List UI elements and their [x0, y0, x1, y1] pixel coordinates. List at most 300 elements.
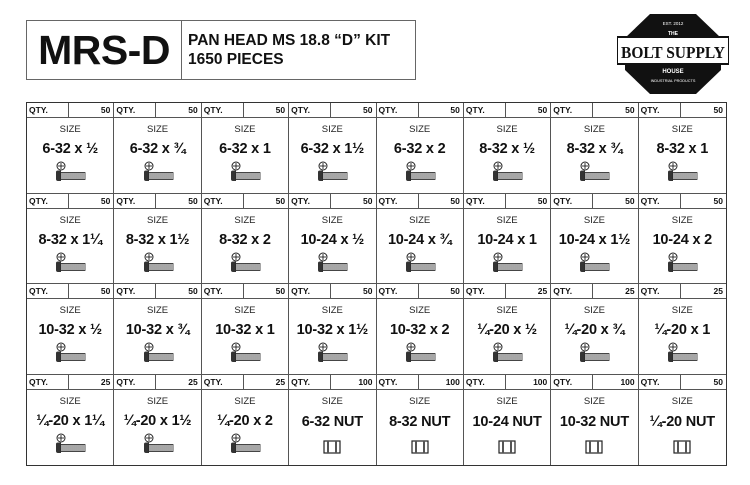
- compartment: [464, 194, 551, 285]
- size-value: ¼-20 x 2: [217, 412, 273, 429]
- compartment: [551, 194, 638, 285]
- qty-value: 100: [620, 376, 635, 387]
- compartment-body: [27, 390, 113, 466]
- compartment-body: [27, 118, 113, 193]
- compartment: [377, 375, 464, 466]
- pan-head-screw-icon: [402, 251, 438, 273]
- size-label: SIZE: [409, 124, 431, 135]
- pan-head-screw-icon: [140, 160, 176, 182]
- size-label: SIZE: [671, 214, 693, 226]
- compartment-body: [114, 299, 200, 374]
- qty-value: 50: [275, 286, 286, 296]
- qty-row: [289, 375, 375, 390]
- size-value: 8-32 x ¾: [566, 141, 623, 157]
- size-value: 10-24 x ¾: [387, 231, 452, 248]
- qty-label: QTY.: [464, 103, 506, 117]
- hex-nut-icon: [583, 439, 605, 455]
- qty-row: [27, 375, 113, 390]
- qty-row: [289, 194, 375, 209]
- qty-value: 25: [100, 376, 111, 387]
- size-value: 10-24 x 1½: [558, 231, 631, 248]
- pan-head-screw-icon: [227, 160, 263, 182]
- size-value: 10-24 NUT: [472, 413, 542, 430]
- qty-value: 50: [537, 195, 548, 206]
- logo-house-text: HOUSE: [662, 69, 684, 75]
- size-value: ¼-20 x 1½: [123, 412, 192, 429]
- compartment-body: [551, 209, 637, 284]
- compartment: [289, 103, 376, 194]
- qty-value: 50: [100, 195, 111, 206]
- qty-row: [464, 194, 550, 209]
- qty-label: QTY.: [202, 284, 244, 298]
- size-value: 10-32 x 1½: [296, 322, 368, 338]
- qty-value: 50: [188, 195, 198, 206]
- qty-value: 25: [625, 286, 635, 296]
- compartment-body: [464, 299, 550, 374]
- qty-value: 50: [100, 286, 111, 296]
- compartment-body: [202, 299, 288, 374]
- logo-the-text: THE: [668, 31, 678, 37]
- compartment: [202, 194, 289, 285]
- qty-row: [377, 284, 463, 299]
- size-label: SIZE: [583, 395, 605, 407]
- compartment-body: [551, 390, 637, 466]
- compartment: [27, 194, 114, 285]
- pan-head-screw-icon: [52, 251, 88, 273]
- hardware-glyph: [52, 160, 88, 187]
- compartment-body: [202, 390, 288, 466]
- pan-head-screw-icon: [140, 341, 176, 363]
- hardware-glyph: [402, 251, 438, 278]
- size-value: 10-24 x ½: [300, 231, 365, 248]
- compartment: [464, 103, 551, 194]
- size-value: 8-32 x 1½: [125, 231, 190, 248]
- pan-head-screw-icon: [576, 160, 612, 182]
- compartment: [639, 103, 726, 194]
- qty-row: [639, 103, 726, 118]
- pan-head-screw-icon: [140, 251, 176, 273]
- qty-value: 100: [533, 376, 548, 387]
- qty-value: 50: [713, 195, 723, 206]
- qty-label: QTY.: [202, 103, 244, 117]
- size-value: 10-32 x 1: [215, 322, 275, 338]
- qty-label: QTY.: [202, 194, 244, 208]
- qty-value: 50: [537, 105, 548, 115]
- qty-row: [639, 284, 726, 299]
- size-label: SIZE: [583, 124, 605, 135]
- hardware-glyph: [664, 160, 700, 187]
- hardware-glyph: [402, 160, 438, 187]
- compartment-body: [114, 209, 200, 284]
- size-value: 6-32 x 1: [219, 141, 271, 157]
- size-label: SIZE: [234, 124, 256, 135]
- hardware-glyph: [140, 341, 176, 368]
- qty-label: QTY.: [114, 375, 156, 389]
- pan-head-screw-icon: [314, 251, 350, 273]
- size-label: SIZE: [234, 214, 256, 226]
- pan-head-screw-icon: [664, 341, 700, 363]
- compartment: [27, 284, 114, 375]
- hardware-glyph: [402, 341, 438, 368]
- pan-head-screw-icon: [664, 160, 700, 182]
- compartment: [114, 375, 201, 466]
- size-label: SIZE: [496, 395, 518, 407]
- size-label: SIZE: [583, 214, 605, 226]
- qty-row: [464, 103, 550, 118]
- qty-value: 100: [445, 376, 460, 387]
- qty-label: QTY.: [289, 375, 331, 389]
- pan-head-screw-icon: [402, 160, 438, 182]
- size-label: SIZE: [147, 305, 169, 316]
- compartment: [377, 284, 464, 375]
- qty-value: 50: [713, 376, 723, 387]
- qty-label: QTY.: [27, 284, 69, 298]
- logo-main-text: BOLT SUPPLY: [621, 43, 725, 62]
- qty-row: [202, 103, 288, 118]
- qty-row: [639, 194, 726, 209]
- hardware-glyph: [671, 439, 693, 460]
- compartment: [639, 194, 726, 285]
- hardware-glyph: [314, 160, 350, 187]
- compartment: [289, 284, 376, 375]
- qty-row: [551, 194, 637, 209]
- hardware-glyph: [321, 439, 343, 460]
- compartment: [289, 375, 376, 466]
- hardware-glyph: [140, 160, 176, 187]
- hardware-glyph: [227, 432, 263, 459]
- hardware-glyph: [576, 160, 612, 187]
- hardware-glyph: [52, 341, 88, 368]
- size-label: SIZE: [409, 214, 431, 226]
- pan-head-screw-icon: [664, 251, 700, 273]
- hardware-glyph: [314, 251, 350, 278]
- qty-row: [377, 103, 463, 118]
- hardware-glyph: [489, 341, 525, 368]
- size-value: 6-32 NUT: [301, 413, 363, 430]
- size-label: SIZE: [59, 214, 81, 226]
- hardware-glyph: [140, 432, 176, 459]
- qty-value: 25: [537, 286, 548, 296]
- size-value: ¼-20 x ½: [477, 322, 537, 338]
- compartment-body: [289, 390, 375, 466]
- qty-value: 50: [188, 286, 198, 296]
- compartment: [464, 284, 551, 375]
- size-value: 6-32 x 2: [393, 141, 446, 157]
- compartment-body: [377, 390, 463, 466]
- compartment-body: [377, 299, 463, 374]
- compartment: [551, 103, 638, 194]
- compartment: [27, 375, 114, 466]
- compartment: [27, 103, 114, 194]
- qty-label: QTY.: [639, 194, 681, 208]
- size-label: SIZE: [147, 124, 169, 135]
- pan-head-screw-icon: [402, 341, 438, 363]
- qty-label: QTY.: [27, 375, 69, 389]
- hardware-glyph: [489, 160, 525, 187]
- size-label: SIZE: [234, 395, 256, 407]
- pan-head-screw-icon: [227, 251, 263, 273]
- qty-label: QTY.: [27, 194, 69, 208]
- qty-row: [27, 284, 113, 299]
- size-value: 8-32 NUT: [389, 413, 451, 430]
- qty-label: QTY.: [464, 194, 506, 208]
- compartment-body: [551, 299, 637, 374]
- compartment-body: [639, 390, 726, 466]
- hardware-glyph: [227, 251, 263, 278]
- qty-label: QTY.: [289, 103, 331, 117]
- size-label: SIZE: [321, 395, 343, 407]
- compartment-body: [639, 299, 726, 374]
- size-value: 6-32 x 1½: [300, 141, 365, 157]
- compartment: [114, 284, 201, 375]
- qty-row: [551, 103, 637, 118]
- qty-label: QTY.: [464, 284, 506, 298]
- compartment: [289, 194, 376, 285]
- hardware-glyph: [52, 251, 88, 278]
- qty-label: QTY.: [639, 375, 681, 389]
- hex-nut-icon: [496, 439, 518, 455]
- size-label: SIZE: [321, 305, 343, 316]
- hardware-glyph: [314, 341, 350, 368]
- pan-head-screw-icon: [52, 432, 88, 454]
- qty-label: QTY.: [27, 103, 69, 117]
- qty-label: QTY.: [377, 284, 419, 298]
- qty-value: 25: [188, 376, 198, 387]
- qty-row: [114, 375, 200, 390]
- compartment-body: [289, 118, 375, 193]
- size-label: SIZE: [59, 124, 81, 135]
- size-value: 8-32 x 1: [656, 141, 709, 157]
- compartment-body: [464, 390, 550, 466]
- compartment-body: [639, 209, 726, 284]
- pan-head-screw-icon: [227, 341, 263, 363]
- qty-row: [289, 103, 375, 118]
- compartment: [114, 194, 201, 285]
- qty-label: QTY.: [289, 194, 331, 208]
- size-label: SIZE: [59, 305, 81, 316]
- qty-value: 50: [275, 195, 286, 206]
- qty-value: 50: [450, 105, 460, 115]
- qty-row: [551, 284, 637, 299]
- compartment-body: [639, 118, 726, 193]
- compartment: [114, 103, 201, 194]
- qty-label: QTY.: [551, 103, 593, 117]
- hardware-glyph: [409, 439, 431, 460]
- hardware-glyph: [140, 251, 176, 278]
- hardware-glyph: [664, 251, 700, 278]
- hex-nut-icon: [671, 439, 693, 455]
- hardware-glyph: [576, 251, 612, 278]
- size-value: ¼-20 x ¾: [564, 322, 625, 338]
- qty-value: 25: [713, 286, 723, 296]
- size-value: 10-24 x 2: [652, 231, 713, 248]
- hardware-glyph: [576, 341, 612, 368]
- size-value: 8-32 x 2: [219, 231, 271, 248]
- pan-head-screw-icon: [52, 160, 88, 182]
- hardware-glyph: [664, 341, 700, 368]
- compartment-body: [202, 118, 288, 193]
- size-label: SIZE: [147, 214, 169, 226]
- qty-row: [289, 284, 375, 299]
- compartment: [551, 375, 638, 466]
- size-value: 6-32 x ½: [42, 141, 98, 157]
- qty-row: [114, 103, 200, 118]
- hardware-glyph: [52, 432, 88, 459]
- size-value: ¼-20 NUT: [649, 413, 715, 430]
- pan-head-screw-icon: [576, 251, 612, 273]
- size-label: SIZE: [147, 395, 169, 407]
- pan-head-screw-icon: [314, 341, 350, 363]
- size-label: SIZE: [671, 124, 693, 135]
- qty-row: [639, 375, 726, 390]
- qty-row: [114, 284, 200, 299]
- hardware-glyph: [489, 251, 525, 278]
- compartment: [639, 375, 726, 466]
- size-label: SIZE: [409, 305, 431, 316]
- hardware-glyph: [583, 439, 605, 460]
- qty-row: [202, 194, 288, 209]
- qty-label: QTY.: [114, 103, 156, 117]
- qty-row: [464, 375, 550, 390]
- qty-row: [551, 375, 637, 390]
- size-label: SIZE: [409, 395, 431, 407]
- size-label: SIZE: [671, 305, 693, 316]
- kit-piece-count: 1650 PIECES: [188, 51, 284, 68]
- kit-title-line1: PAN HEAD MS 18.8 “D” KIT: [188, 32, 391, 49]
- qty-value: 50: [450, 195, 460, 206]
- size-label: SIZE: [234, 305, 256, 316]
- compartment: [377, 103, 464, 194]
- qty-row: [27, 103, 113, 118]
- logo-bottom-text: INDUSTRIAL PRODUCTS: [650, 79, 696, 83]
- compartment-body: [551, 118, 637, 193]
- compartment-body: [377, 209, 463, 284]
- qty-label: QTY.: [551, 375, 593, 389]
- qty-label: QTY.: [202, 375, 244, 389]
- qty-value: 50: [625, 105, 635, 115]
- size-label: SIZE: [496, 305, 518, 316]
- qty-label: QTY.: [551, 284, 593, 298]
- pan-head-screw-icon: [52, 341, 88, 363]
- hex-nut-icon: [321, 439, 343, 455]
- bolt-supply-logo: [617, 12, 729, 96]
- size-label: SIZE: [671, 395, 693, 407]
- qty-label: QTY.: [551, 194, 593, 208]
- size-label: SIZE: [321, 124, 343, 135]
- compartment-body: [289, 209, 375, 284]
- hardware-glyph: [496, 439, 518, 460]
- size-label: SIZE: [321, 214, 343, 226]
- pan-head-screw-icon: [314, 160, 350, 182]
- size-value: 10-32 x ¾: [125, 322, 190, 338]
- size-value: 6-32 x ¾: [129, 141, 186, 157]
- kit-title: [182, 21, 415, 79]
- compartment-body: [377, 118, 463, 193]
- qty-row: [27, 194, 113, 209]
- compartment-body: [289, 299, 375, 374]
- qty-value: 50: [625, 195, 635, 206]
- compartment-body: [464, 118, 550, 193]
- qty-label: QTY.: [114, 284, 156, 298]
- qty-label: QTY.: [289, 284, 331, 298]
- compartment: [551, 284, 638, 375]
- kit-compartment-grid: [26, 102, 727, 466]
- compartment-body: [114, 390, 200, 466]
- qty-label: QTY.: [639, 284, 681, 298]
- compartment-body: [202, 209, 288, 284]
- size-value: 10-32 x ½: [38, 322, 102, 338]
- size-value: 10-24 x 1: [477, 231, 537, 248]
- size-label: SIZE: [496, 214, 518, 226]
- qty-row: [464, 284, 550, 299]
- size-value: 8-32 x ½: [479, 141, 535, 157]
- size-value: 10-32 x 2: [389, 322, 450, 338]
- qty-value: 50: [188, 105, 198, 115]
- compartment: [202, 375, 289, 466]
- size-value: 8-32 x 1¼: [38, 231, 102, 248]
- qty-row: [202, 375, 288, 390]
- size-label: SIZE: [583, 305, 605, 316]
- pan-head-screw-icon: [576, 341, 612, 363]
- qty-row: [114, 194, 200, 209]
- hardware-glyph: [227, 160, 263, 187]
- qty-row: [202, 284, 288, 299]
- qty-label: QTY.: [377, 103, 419, 117]
- size-label: SIZE: [496, 124, 518, 135]
- size-value: 10-32 NUT: [559, 413, 629, 430]
- qty-value: 50: [363, 195, 373, 206]
- model-number: MRS-D: [27, 21, 182, 79]
- compartment: [639, 284, 726, 375]
- compartment-body: [464, 209, 550, 284]
- logo-est-text: EST. 2012: [662, 21, 684, 26]
- size-value: ¼-20 x 1: [654, 322, 711, 338]
- hex-nut-icon: [409, 439, 431, 455]
- size-value: ¼-20 x 1¼: [36, 412, 104, 429]
- qty-value: 50: [363, 105, 373, 115]
- pan-head-screw-icon: [489, 341, 525, 363]
- qty-value: 50: [100, 105, 111, 115]
- qty-label: QTY.: [377, 194, 419, 208]
- pan-head-screw-icon: [489, 251, 525, 273]
- compartment: [464, 375, 551, 466]
- compartment: [377, 194, 464, 285]
- compartment-body: [27, 209, 113, 284]
- qty-value: 25: [275, 376, 286, 387]
- pan-head-screw-icon: [140, 432, 176, 454]
- qty-label: QTY.: [114, 194, 156, 208]
- pan-head-screw-icon: [489, 160, 525, 182]
- hardware-glyph: [227, 341, 263, 368]
- qty-value: 50: [363, 286, 373, 296]
- qty-row: [377, 375, 463, 390]
- compartment: [202, 103, 289, 194]
- qty-value: 50: [450, 286, 460, 296]
- qty-label: QTY.: [639, 103, 681, 117]
- kit-header: [26, 20, 416, 80]
- compartment-body: [114, 118, 200, 193]
- qty-label: QTY.: [377, 375, 419, 389]
- qty-label: QTY.: [464, 375, 506, 389]
- qty-value: 50: [713, 105, 723, 115]
- qty-value: 100: [358, 376, 373, 387]
- qty-row: [377, 194, 463, 209]
- compartment-body: [27, 299, 113, 374]
- size-label: SIZE: [59, 395, 81, 407]
- qty-value: 50: [275, 105, 286, 115]
- compartment: [202, 284, 289, 375]
- pan-head-screw-icon: [227, 432, 263, 454]
